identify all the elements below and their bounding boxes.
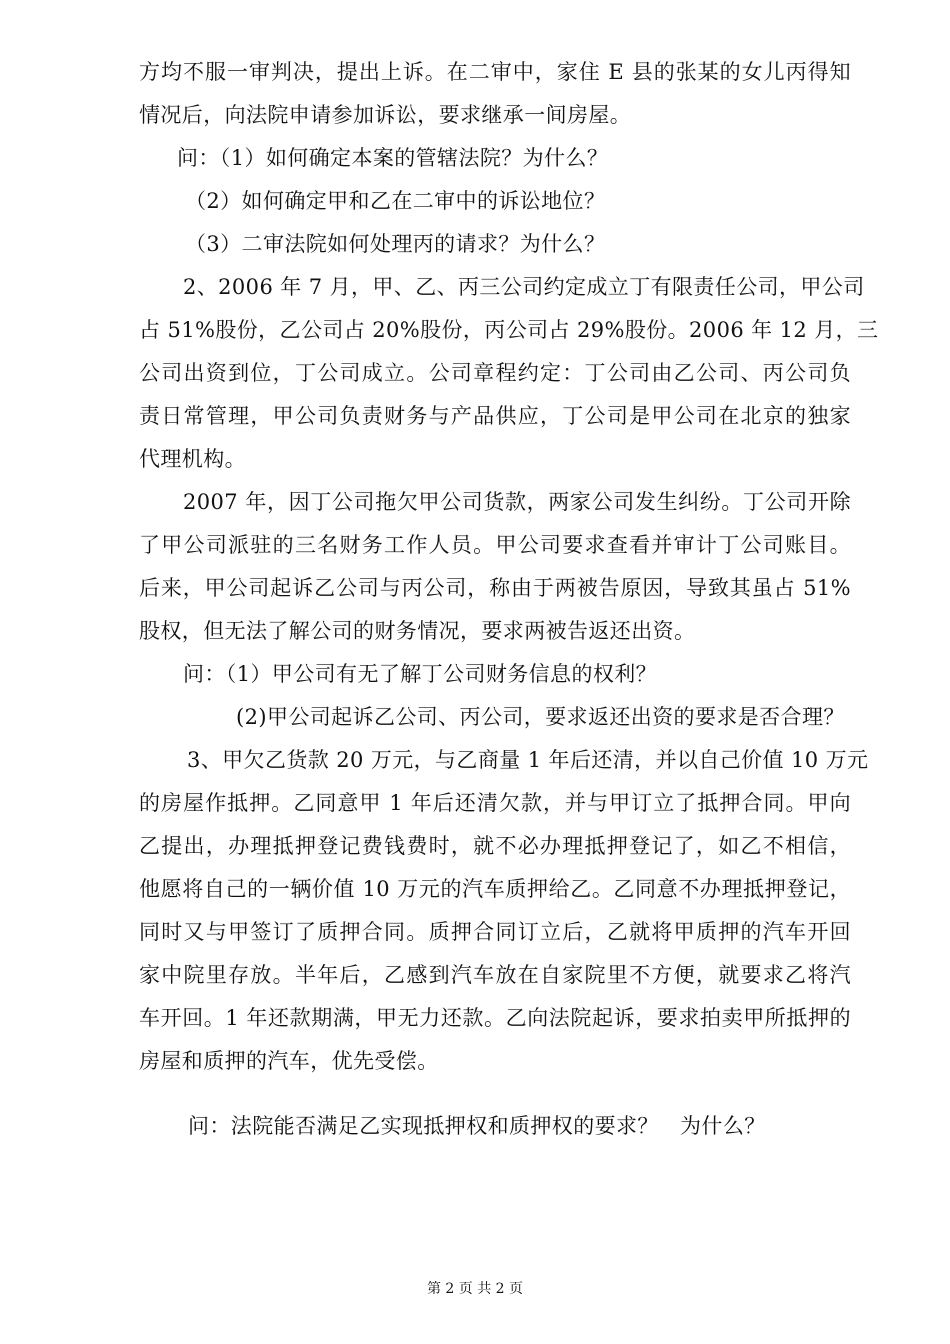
body-line: 的房屋作抵押。乙同意甲 1 年后还清欠款，并与甲订立了抵押合同。甲向 bbox=[139, 791, 851, 815]
body-line: 公司出资到位，丁公司成立。公司章程约定：丁公司由乙公司、丙公司负 bbox=[139, 361, 851, 385]
question-line: 问：法院能否满足乙实现抵押权和质押权的要求？ 为什么？ bbox=[188, 1114, 766, 1138]
body-line: 情况后，向法院申请参加诉讼，要求继承一间房屋。 bbox=[139, 103, 632, 127]
page-footer: 第 2 页 共 2 页 bbox=[426, 1281, 524, 1297]
question-line: （3）二审法院如何处理丙的请求？为什么？ bbox=[185, 232, 606, 256]
question-line: 问：（1）如何确定本案的管辖法院？为什么？ bbox=[177, 146, 609, 170]
body-line: 占 51%股份，乙公司占 20%股份，丙公司占 29%股份。2006 年 12 月，三 bbox=[139, 318, 879, 342]
body-line: 责日常管理，甲公司负责财务与产品供应，丁公司是甲公司在北京的独家 bbox=[139, 404, 851, 428]
case-heading-line: 2、2006 年 7 月，甲、乙、丙三公司约定成立丁有限责任公司，甲公司 bbox=[183, 275, 865, 299]
case-heading-line: 3、甲欠乙货款 20 万元，与乙商量 1 年后还清，并以自己价值 10 万元 bbox=[187, 748, 869, 772]
question-line: 问：（1）甲公司有无了解丁公司财务信息的权利？ bbox=[183, 662, 658, 686]
body-line: 乙提出，办理抵押登记费钱费时，就不必办理抵押登记了，如乙不相信， bbox=[139, 834, 851, 858]
body-line: 2007 年，因丁公司拖欠甲公司货款，两家公司发生纠纷。丁公司开除 bbox=[183, 490, 851, 514]
body-line: 他愿将自己的一辆价值 10 万元的汽车质押给乙。乙同意不办理抵押登记， bbox=[139, 877, 851, 901]
body-line: 车开回。1 年还款期满，甲无力还款。乙向法院起诉，要求拍卖甲所抵押的 bbox=[139, 1006, 851, 1030]
body-line: 方均不服一审判决，提出上诉。在二审中，家住 E 县的张某的女儿丙得知 bbox=[139, 60, 851, 84]
body-line: 代理机构。 bbox=[139, 447, 246, 471]
body-line: 股权，但无法了解公司的财务情况，要求两被告返还出资。 bbox=[139, 619, 696, 643]
question-line: (2)甲公司起诉乙公司、丙公司，要求返还出资的要求是否合理？ bbox=[236, 705, 845, 729]
body-line: 后来，甲公司起诉乙公司与丙公司，称由于两被告原因，导致其虽占 51% bbox=[139, 576, 851, 600]
body-line: 家中院里存放。半年后，乙感到汽车放在自家院里不方便，就要求乙将汽 bbox=[139, 963, 851, 987]
question-line: （2）如何确定甲和乙在二审中的诉讼地位？ bbox=[185, 189, 606, 213]
body-line: 了甲公司派驻的三名财务工作人员。甲公司要求查看并审计丁公司账目。 bbox=[139, 533, 851, 557]
body-line: 同时又与甲签订了质押合同。质押合同订立后，乙就将甲质押的汽车开回 bbox=[139, 920, 851, 944]
body-line: 房屋和质押的汽车，优先受偿。 bbox=[139, 1049, 439, 1073]
